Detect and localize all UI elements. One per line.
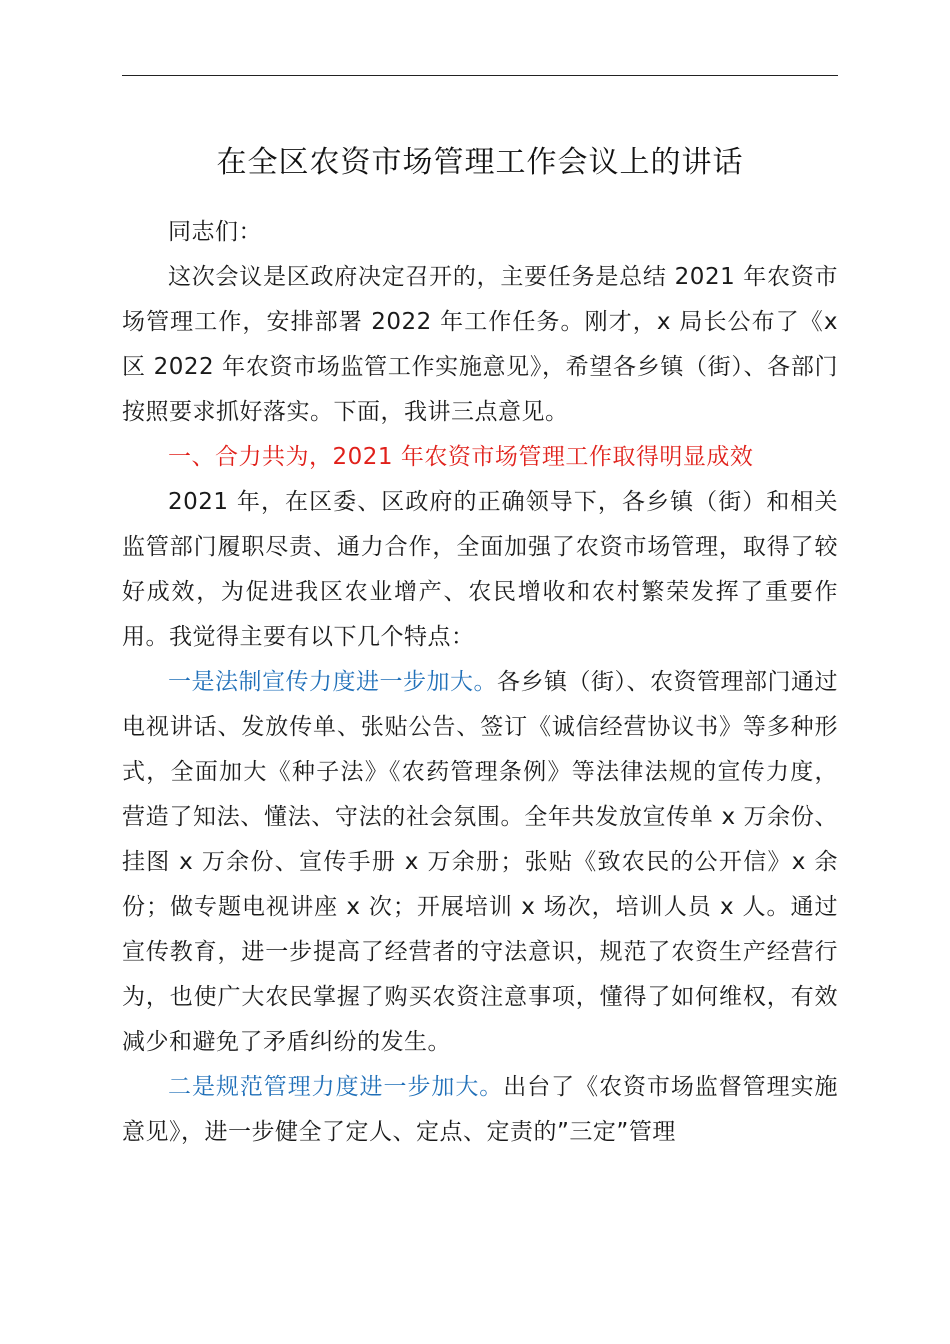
document-title: 在全区农资市场管理工作会议上的讲话	[216, 145, 744, 180]
header-rule	[122, 75, 838, 76]
section-1-paragraph: 2021 年，在区委、区政府的正确领导下，各乡镇（街）和相关监管部门履职尽责、通力合作，全面加强了农资市场管理，取得了较好成效，为促进我区农业增产、农民增收和农村繁荣发挥了重要作用。我觉得主要有以下几个特点：	[122, 489, 838, 650]
point-2-lead: 二是规范管理力度进一步加大。	[168, 1074, 504, 1100]
document-body	[122, 210, 838, 1155]
point-1-lead: 一是法制宣传力度进一步加大。	[168, 669, 497, 695]
point-2-paragraph	[122, 1065, 838, 1155]
point-1-body: 各乡镇（街）、农资管理部门通过电视讲话、发放传单、张贴公告、签订《诚信经营协议书》等多种形式，全面加大《种子法》《农药管理条例》等法律法规的宣传力度，营造了知法、懂法、守法的社会氛围。全年共发放宣传单 x 万余份、挂图 x 万余份、宣传手册 x 万余册；张贴《致农民的公开信》x 余份；做专题电视讲座 x 次；开展培训 x 场次，培训人员 x 人。通过宣传教育，进一步提高了经营者的守法意识，规范了农资生产经营行为，也使广大农民掌握了购买农资注意事项，懂得了如何维权，有效减少和避免了矛盾纠纷的发生。	[122, 669, 838, 1055]
point-2-body: 出台了《农资市场监督管理实施意见》，进一步健全了定人、定点、定责的”三定”管理	[122, 1074, 839, 1145]
section-1-heading: 一、合力共为，2021 年农资市场管理工作取得明显成效	[168, 444, 754, 470]
salutation: 同志们：	[168, 219, 262, 245]
intro-paragraph: 这次会议是区政府决定召开的，主要任务是总结 2021 年农资市场管理工作，安排部署 2022 年工作任务。刚才，x 局长公布了《x 区 2022 年农资市场监管工作实施意见》，希望各乡镇（街）、各部门按照要求抓好落实。下面，我讲三点意见。	[122, 264, 838, 425]
point-1-paragraph	[122, 660, 838, 1065]
